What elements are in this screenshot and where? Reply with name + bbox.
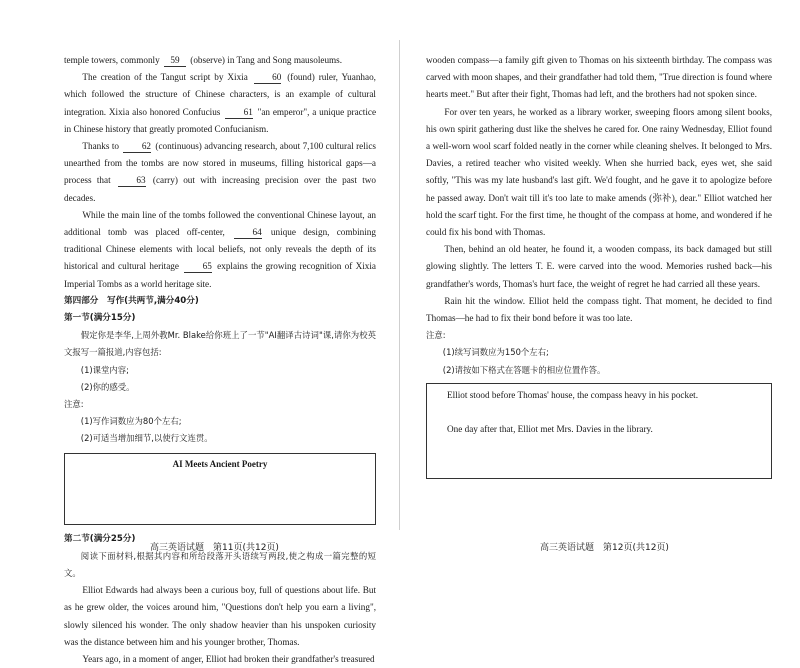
text: (found) ruler, Yuanhao, which followed the structure of Chinese characters, is an example of cultural integration. Xixia also honored Confucius <box>64 72 376 117</box>
story-paragraph-1: Elliot Edwards had always been a curious boy, full of questions about life. But as he grew older, the voices around him, "Questions don't help you earn a living", slowly silenced his wonder. The only shadow heavier than his unspoken curiosity was the distance between him and his younger brother, Thomas. <box>64 585 376 647</box>
section1-heading: 第一节(满分15分) <box>64 313 136 324</box>
story-paragraph-2: Years ago, in a moment of anger, Elliot had broken their grandfather's treasured <box>82 654 375 665</box>
notes-label: 注意: <box>64 399 84 410</box>
note-1: (1)续写词数应为150个左右; <box>442 347 549 358</box>
blank-60[interactable]: 60 <box>254 72 282 84</box>
answer-box[interactable] <box>64 453 376 525</box>
passage-line-1 <box>64 52 376 69</box>
right-column <box>426 52 772 479</box>
text: temple towers, commonly <box>64 55 160 65</box>
section2-prompt: 阅读下面材料,根据其内容和所给段落开头语续写两段,使之构成一篇完整的短文。 <box>64 550 376 579</box>
section1-note-1: (1)写作词数应为80个左右; <box>80 416 182 427</box>
page-footer-right: 高三英语试题 第12页(共12页) <box>540 543 669 553</box>
notes-label: 注意: <box>426 330 446 341</box>
note-2: (2)请按如下格式在答题卡的相应位置作答。 <box>442 364 606 375</box>
text: explains the growing recognition of Xixia Imperial Tombs as a world heritage site. <box>64 261 376 289</box>
story-paragraph-3: wooden compass—a family gift given to Thomas on his sixteenth birthday. The compass was carved with moon shapes, and their grandfather had told them, "True direction is found where hearts meet." But after their fight, Thomas had left, and the brothers had not spoken since. <box>426 55 772 100</box>
box-title: AI Meets Ancient Poetry <box>172 458 268 469</box>
text: The creation of the Tangut script by Xixia <box>82 72 248 83</box>
section1-item-2: (2)你的感受。 <box>80 381 135 392</box>
story-paragraph-5: Then, behind an old heater, he found it, a wooden compass, its back damaged but still glowing slightly. The letters T. E. were carved into the wood. Memories rushed back—his grandfather's words, Thomas's hurt face, the weight of regret he had carried all these years. <box>426 244 772 289</box>
story-paragraph-4: For over ten years, he worked as a library worker, sweeping floors among silent books, his own spirit gathering dust like the shelves he cared for. One rainy Wednesday, Elliot found a well-worn wool scarf folded neatly in the corner while cleaning shelves. It belonged to Mrs. Davies, a retired teacher who visited weekly. When she hurried back, eyes wet, she said softly, "This was my late husband's last gift. We'd fought, and he gave it to apologize before he passed away. Don't wait till it's too late to make amends (弥补), dear." Elliot watched her hold the scarf tight. For the first time, he thought of the compass at home, and wondered if he could fix his bond with Thomas. <box>426 106 772 238</box>
page-footer-left: 高三英语试题 第11页(共12页) <box>150 543 279 553</box>
text: unique design, combining traditional Chinese elements with local beliefs, not only reveals the depth of its historical and cultural heritage <box>64 227 376 272</box>
passage-paragraph-3 <box>64 138 376 207</box>
text: (carry) out with increasing precision over the past two decades. <box>64 175 377 203</box>
text: "an emperor", a unique practice in Chinese history that greatly promoted Confucianism. <box>64 106 377 134</box>
answer-box[interactable] <box>426 383 772 479</box>
story-paragraph-6: Rain hit the window. Elliot held the compass tight. That moment, he decided to find Thomas—he had to fix their bond before it was too late. <box>426 295 772 324</box>
writing-space <box>447 404 759 421</box>
section2-heading: 第二节(满分25分) <box>64 533 136 544</box>
continuation-opening-1: Elliot stood before Thomas' house, the compass heavy in his pocket. <box>447 389 699 400</box>
blank-64[interactable]: 64 <box>234 227 262 239</box>
blank-63[interactable]: 63 <box>118 175 146 187</box>
text: (continuous) advancing research, about 7,100 cultural relics unearthed from the tombs are now stored in museums, filling historical gaps—a process that <box>64 141 377 186</box>
text: (observe) in Tang and Song mausoleums. <box>190 55 343 65</box>
passage-paragraph-4 <box>64 207 376 293</box>
section1-note-2: (2)可适当增加细节,以使行文连贯。 <box>80 433 213 444</box>
right-page <box>400 0 800 562</box>
blank-61[interactable]: 61 <box>225 107 253 119</box>
text: Thanks to <box>82 141 119 152</box>
continuation-opening-2: One day after that, Elliot met Mrs. Davies in the library. <box>447 423 653 434</box>
text: While the main line of the tombs followed the conventional Chinese layout, an additional tomb was placed off-center, <box>64 209 376 238</box>
blank-65[interactable]: 65 <box>184 261 212 273</box>
left-column <box>64 52 376 668</box>
blank-59[interactable]: 59 <box>164 55 186 67</box>
section1-prompt: 假定你是李华,上周外教Mr. Blake给你班上了一节"AI翻译古诗词"课,请你为校英文报写一篇报道,内容包括: <box>64 330 376 358</box>
passage-paragraph-2 <box>64 69 376 138</box>
left-page <box>0 0 400 665</box>
blank-62[interactable]: 62 <box>123 141 151 153</box>
section1-item-1: (1)课堂内容; <box>80 364 129 375</box>
part4-heading: 第四部分 写作(共两节,满分40分) <box>64 295 199 306</box>
